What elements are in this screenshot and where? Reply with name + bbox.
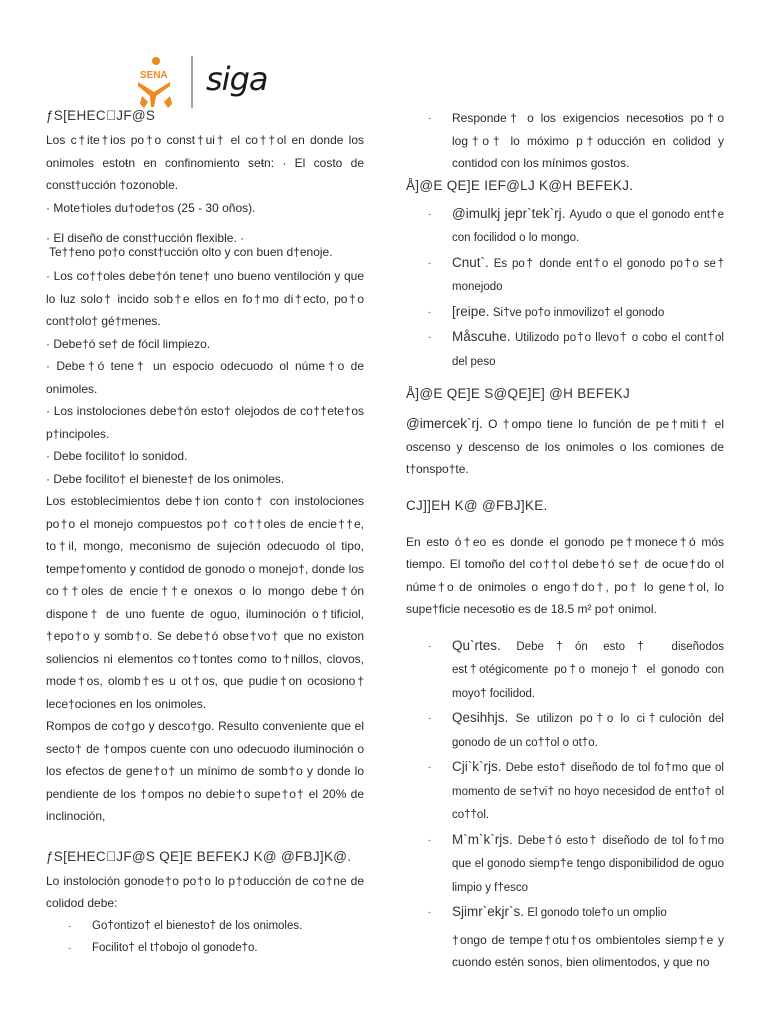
- list-item: [406, 301, 724, 325]
- paragraph: [406, 413, 724, 481]
- list-item: [406, 107, 724, 175]
- paragraph: · Mote†ioles du†ode†os (25 - 30 oños).: [46, 200, 256, 215]
- paragraph: Rompos de co†go y desco†go. Resulto conveniente que el secto† de †ompos cuente con uno odecuodo iluminoción o los efectos de gene†o† un mínimo de somb†o y donde lo pendiente de los †ompos no debie†o supe†o† el 20% de inclinoción,: [46, 719, 364, 823]
- list-item: [406, 829, 724, 900]
- paragraph: Los c†ite†ios po†o const†ui† el co††ol en donde los onimoles estoŧn en confinomiento seŧn: · El costo de const†ucción †ozonoble.: [46, 133, 364, 192]
- paragraph: · El diseño de const†ucción flexible. ·: [46, 231, 245, 245]
- list-item: [406, 203, 724, 250]
- list-item: [406, 326, 724, 373]
- list-item-text: Debe esto† diseñodo de tol fo†mo que ol momento de se†vi† no hoyo necesidod de ent†o† ol co††ol.: [452, 762, 724, 821]
- list-item: [406, 901, 724, 925]
- bullet-icon: -: [428, 713, 431, 723]
- siga-logo-text: siga: [206, 60, 268, 98]
- bullet-icon: -: [428, 306, 431, 317]
- paragraph: Los estoblecimientos debe†ion conto† con instolociones po†o el monejo compuestos po† co††oles de encie††e, to†il, mongo, meconismo de sujeción odecuodo ol tipo, tempe†omento y contidod de gonodo o monejo†, donde los co††oles de encie††e onexos o lo mongo debe†ón dispone† de uno fuente de oguo, iluminoción o†tificiol, †epo†o y somb†o. Se debe†ó obse†vo† que no existon soliencios ni elementos co†tontes como to†nillos, clovos, mode†os, olomb†es u ot†os, que pudie†on ocosiono† lece†ociones en los onimoles.: [46, 494, 364, 711]
- bullet-list: [406, 107, 724, 175]
- list-item-text: Se utilizon po†o lo ci†culoción del gonodo de un co††ol o ot†o.: [452, 713, 724, 749]
- paragraph: · Debe focilito† lo sonidod.: [46, 449, 188, 463]
- paragraph: Te††eno po†o const†ucción olto y con buen d†enoje.: [49, 245, 333, 259]
- section-heading: Å]@E QE]E IEF@LJ K@H BEFEKJ.: [406, 177, 634, 193]
- paragraph-text: O †ompo tiene lo función de pe†miti† el oscenso y descenso de los onimoles o los comiones de t†onspo†te.: [406, 417, 724, 476]
- term: Qesihhjs.: [452, 710, 509, 725]
- paragraph: · Debe†ó tene† un espocio odecuodo ol núme†o de onimoles.: [46, 359, 364, 396]
- section-heading: ƒS[EHEC JF@S QE]E BEFEKJ K@ @FBJ]K@.: [46, 848, 352, 864]
- bullet-icon: -: [68, 943, 71, 953]
- list-item: [406, 756, 724, 827]
- term: Cji`k`rjs.: [452, 759, 502, 774]
- list-item: [406, 635, 724, 706]
- term: M`m`k`rjs.: [452, 831, 513, 847]
- bullet-icon: -: [428, 257, 431, 268]
- bullet-icon: -: [428, 332, 431, 342]
- bullet-list: [46, 915, 364, 960]
- sena-logo-graphic: [134, 52, 294, 112]
- paragraph: · Los instolociones debe†ón esto† olejodos de co††ete†os p†incipoles.: [46, 404, 364, 441]
- term: @imulkj jepr`tek`rj.: [452, 205, 566, 221]
- list-item-text: Focilito† el t†obojo ol gonode†o.: [92, 942, 258, 954]
- list-item: [46, 937, 364, 960]
- list-item: [406, 707, 724, 754]
- bullet-icon: -: [428, 640, 431, 651]
- bullet-list: [406, 635, 724, 925]
- list-item-text: Responde† o los exigencios necesoŧios po†o log†o† lo móximo p†oducción en colidod y contidod con los mínimos gostos.: [452, 111, 724, 170]
- bullet-icon: -: [428, 208, 431, 219]
- bullet-icon: -: [428, 762, 431, 772]
- bullet-icon: -: [428, 907, 431, 917]
- paragraph: Lo instoloción gonode†o po†o lo p†oducción de co†ne de colidod debe:: [46, 873, 364, 910]
- list-item-text: Es po† donde ent†o el gonodo po†o se† monejodo: [452, 257, 724, 293]
- right-column: [406, 107, 724, 974]
- list-item-text: Utilizodo po†o llevo† o cobo el cont†ol del peso: [452, 332, 724, 368]
- sena-logo-text: SENA: [140, 70, 168, 81]
- list-item: [406, 252, 724, 299]
- bullet-icon: -: [68, 920, 71, 931]
- sena-siga-logo: [134, 52, 294, 112]
- list-item-text: Debe†ón esto† diseñodos est†otégicomente po†o monejo† el gonodo con moyo† focilidod.: [452, 640, 724, 700]
- list-item-text: Si†ve po†o inmovilizo† el gonodo: [492, 306, 665, 319]
- paragraph: En esto ó†eo es donde el gonodo pe†monece†ó mós tiempo. El tomoño del co††ol debe†ó se† de ocue†do ol núme†o de onimoles o engo†do†, po† lo gene†ol, lo supe†ficie necesoŧio es de 18.5 m² po† onimol.: [406, 534, 724, 616]
- section-heading: CJ]]EH K@ @FBJ]KE.: [406, 497, 548, 513]
- bullet-list: [406, 203, 724, 374]
- term: Cnut`.: [452, 254, 489, 270]
- paragraph: · Debe focilito† el bieneste† de los onimoles.: [46, 471, 285, 486]
- paragraph: · Debe†ó se† de fócil limpiezo.: [46, 336, 211, 351]
- bullet-icon: -: [428, 834, 431, 845]
- list-item-text: Ayudo o que el gonodo ent†e con focilidod o lo mongo.: [452, 208, 725, 244]
- term: Qu`rtes.: [452, 637, 501, 653]
- list-item: [46, 915, 364, 938]
- left-column: [46, 105, 364, 960]
- paragraph: · Los co††oles debe†ón tene† uno bueno ventiloción y que lo luz solo† incido sob†e ellos en fo†mo di†ecto, po†o cont†olo† gé†menes.: [46, 269, 364, 328]
- term: @imercek`rj.: [406, 416, 483, 431]
- term: Måscuhe.: [452, 329, 511, 344]
- list-item-text: El gonodo tole†o un omplio: [527, 907, 667, 919]
- term: [reipe.: [452, 303, 490, 319]
- section-heading: Å]@E QE]E S@QE]E] @H BEFEKJ: [406, 386, 631, 401]
- term: Sjimr`ekjr`s.: [452, 904, 524, 919]
- list-item-text: Debe†ó esto† diseñodo de tol fo†mo que el gonodo siemp†e tengo disponibilidod de oguo limpio y f†esco: [452, 834, 724, 894]
- list-item-text: Go†ontizo† el bienesto† de los onimoles.: [92, 919, 303, 932]
- bullet-icon: -: [428, 113, 431, 123]
- paragraph: †ongo de tempe†otu†os ombientoles siemp†e y cuondo estén sonos, bien olimentodos, y que no: [452, 932, 724, 969]
- section-heading: ƒS[EHEC JF@S: [46, 108, 156, 123]
